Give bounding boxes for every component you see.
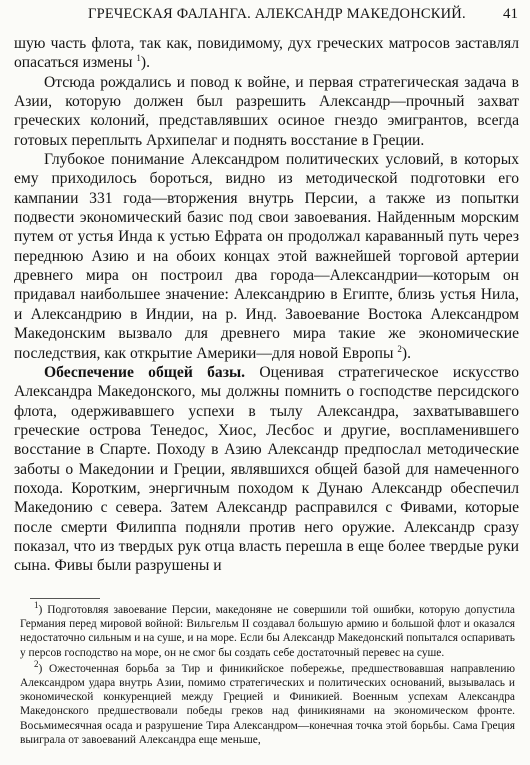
footnote-1-text: ) Подготовляя завоевание Персии, македоняне не совершили той ошибки, которую допустила Германия перед мировой войной: Вильгельм II создавал большую армию и большой флот и оказался недостаточно сильным и на суше, и на море. Если бы Александр Македонский попытался оспаривать у персов господство на море, он не смог бы создать себе достаточный перевес на суше. [20, 604, 515, 659]
footnote-1 [20, 600, 515, 660]
footnote-2-marker: 2 [34, 659, 39, 670]
paragraph-3-text: Глубокое понимание Александром политических условий, в которых ему приходилось бороться, видно из методической подготовки его кампании 331 года—вторжения внутрь Персии, а также из попытки подвести экономический базис под свои завоевания. Найденным морским путем от устья Инда к устью Ефрата он продолжал караванный путь через переднюю Азию и на обоих концах этой важнейшей торговой артерии древнего мира он построил два города—Александрии—которым он придавал наибольшее значение: Александрию в Египте, близь устья Нила, и Александрию в Индии, на р. Инд. Завоевание Востока Александром Македонским вызвало для древнего мира такие же экономические последствия, как открытие Америки—для новой Европы [14, 151, 519, 362]
paragraph-2: Отсюда рождались и повод к войне, и первая стратегическая задача в Азии, которую должен был разрешить Александр—прочный захват греческих колоний, представлявших осиное гнездо эмигрантов, всегда готовых переплыть Архипелаг и поднять восстание в Греции. [14, 73, 519, 149]
footnote-ref-2: 2 [397, 343, 402, 354]
footnote-ref-1: 1 [136, 53, 141, 64]
page-number: 41 [503, 6, 518, 22]
paragraph-1-text: шую часть флота, так как, повидимому, дух греческих матросов заставлял опасаться измены [14, 35, 519, 72]
footnote-1-marker: 1 [34, 600, 39, 611]
footnote-2 [20, 659, 515, 747]
paragraph-1-close: ). [140, 54, 151, 72]
paragraph-3 [14, 150, 519, 363]
paragraph-1 [14, 34, 519, 73]
footnote-divider [30, 598, 100, 599]
paragraph-3-close: ). [401, 344, 412, 362]
main-text [14, 34, 519, 576]
paragraph-4 [14, 363, 519, 576]
running-title: ГРЕЧЕСКАЯ ФАЛАНГА. АЛЕКСАНДР МАКЕДОНСКИЙ. [88, 6, 466, 22]
footnotes [20, 600, 515, 747]
section-heading: Обеспечение общей базы. [44, 363, 246, 381]
page-header [88, 6, 518, 28]
footnote-2-text: ) Ожесточенная борьба за Тир и финикийское побережье, предшествовавшая направлению Александром удара внутрь Азии, помимо стратегических и политических оснований, вызывалась и экономической конкуренцией между Грецией и Финикией. Военным успехам Александра Македонского предшествовали победы греков над финикиянами на экономическом фронте. Восьмимесячная осада и разрушение Тира Александром—конечная точка этой борьбы. Сама Греция выиграла от завоеваний Александра еще меньше, [20, 662, 515, 746]
paragraph-4-text: Оценивая стратегическое искусство Александра Македонского, мы должны помнить о господстве персидского флота, одерживавшего успехи в тылу Александра, захватывавшего греческие острова Тенедос, Хиос, Лесбос и другие, воспламенившего восстание в Спарте. Походу в Азию Александр предпослал методические заботы о Македонии и Греции, являвшихся общей базой для намеченного похода. Коротким, энергичным походом к Дунаю Александр обеспечил Македонию с севера. Затем Александр расправился с Фивами, которые после смерти Филиппа подняли против него оружие. Александр сразу показал, что из твердых рук отца власть перешла в еще более твердые руки сына. Фивы были разрушены и [14, 363, 519, 575]
